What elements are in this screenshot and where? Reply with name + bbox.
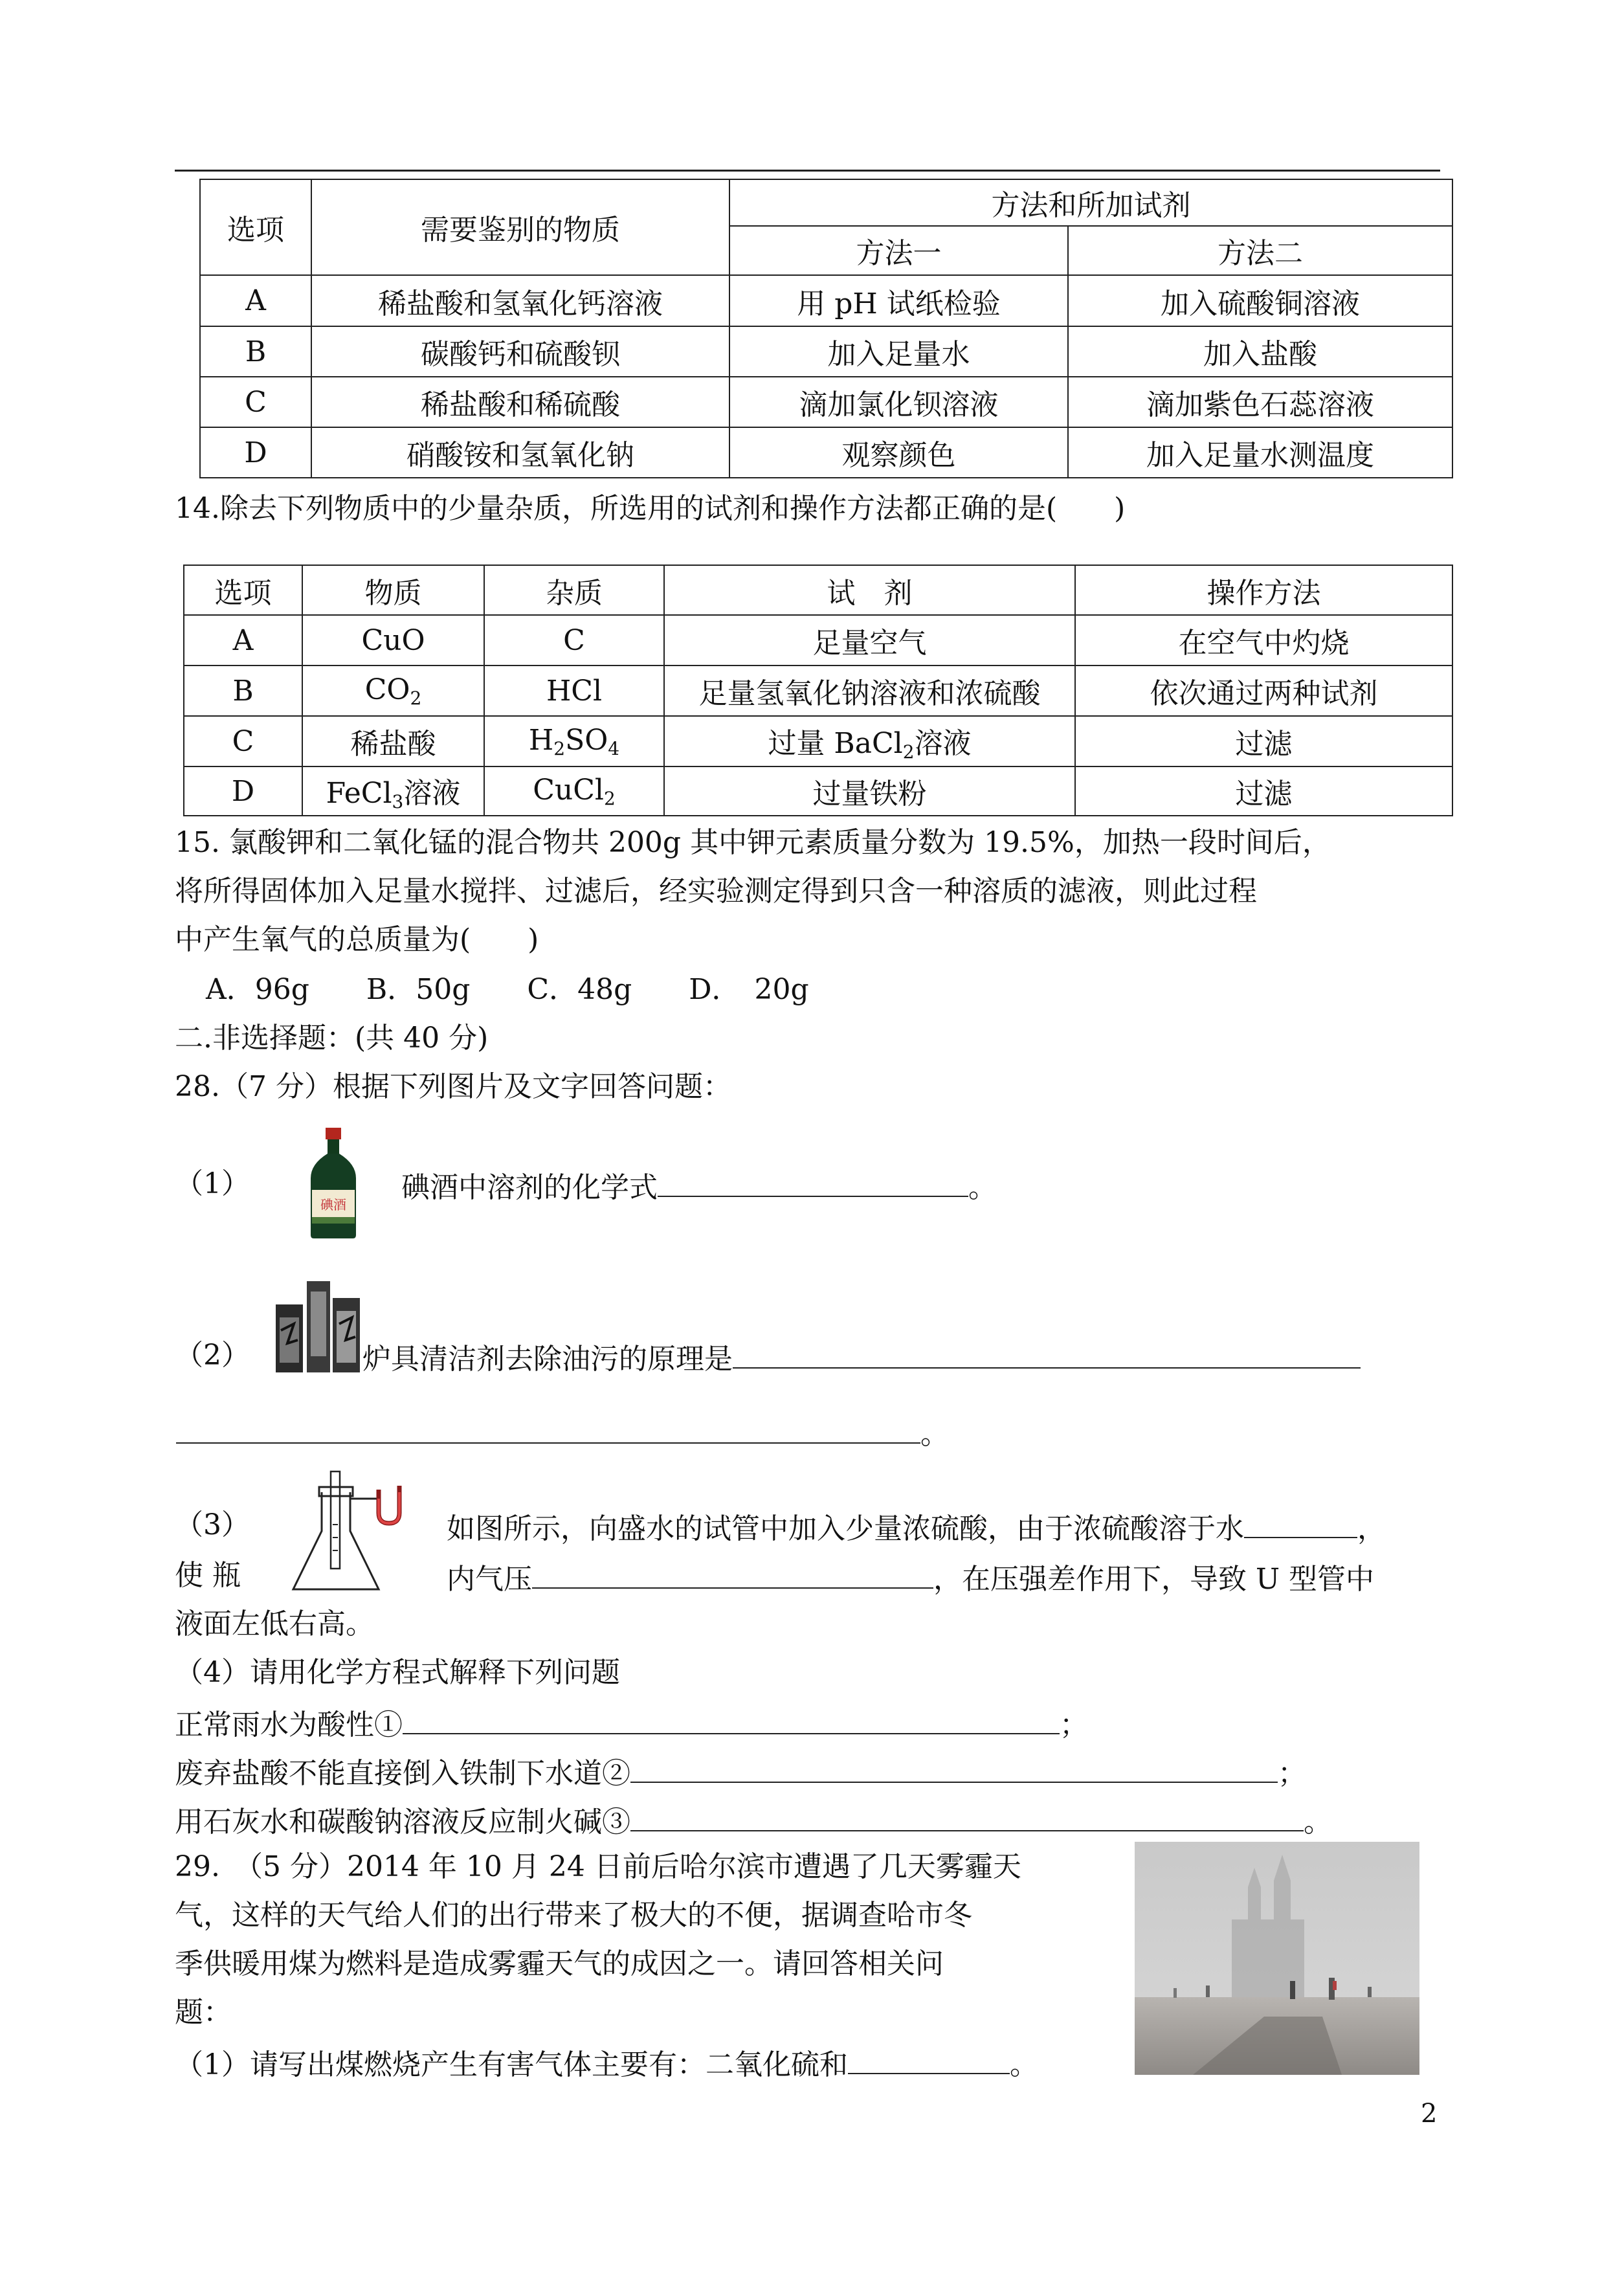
cell-material: CuO (302, 615, 484, 666)
cell-substance: 稀盐酸和氢氧化钙溶液 (311, 275, 729, 326)
cell-option: D (200, 427, 311, 478)
cell-impurity: C (484, 615, 664, 666)
cell-operation: 过滤 (1075, 766, 1452, 816)
q15-line1: 15. 氯酸钾和二氧化锰的混合物共 200g 其中钾元素质量分数为 19.5%，加热一段时间后， (175, 826, 1331, 859)
q28-part3-line1 (447, 1511, 1386, 1543)
cell-reagent: 过量铁粉 (664, 766, 1075, 816)
cell-option: A (184, 615, 302, 666)
cell-option: A (200, 275, 311, 326)
cell-reagent (664, 716, 1075, 766)
table-row (200, 275, 1452, 326)
table-row (200, 377, 1452, 427)
formula-text: FeCl (326, 777, 392, 810)
q29-part1-end: 。 (1010, 2048, 1038, 2081)
q29-line2: 气，这样的天气给人们的出行带来了极大的不便，据调查哈市冬 (175, 1899, 972, 1932)
q28-part4-prompt: 用石灰水和碳酸钠溶液反应制火碱③ (175, 1806, 630, 1839)
q28-part1-end: 。 (968, 1171, 997, 1204)
formula-text: CuCl (533, 773, 604, 807)
q28-part1-text (401, 1170, 997, 1202)
q28-part2-text (362, 1341, 1361, 1374)
cell-material (302, 766, 484, 816)
formula-subscript: 2 (603, 787, 616, 809)
cell-option: D (184, 766, 302, 816)
smog-photo (1135, 1842, 1419, 2075)
q28-part4-prompt: 废弃盐酸不能直接倒入铁制下水道② (175, 1757, 630, 1790)
formula-subscript: 4 (608, 737, 620, 759)
formula-subscript: 2 (553, 737, 566, 759)
cell-method1: 观察颜色 (729, 427, 1068, 478)
q28-part3-comma: ， (1357, 1512, 1386, 1545)
cell-option: B (200, 326, 311, 377)
stove-cleaner-image (274, 1279, 362, 1376)
formula-text: 溶液 (403, 777, 461, 810)
formula-text: CO (364, 673, 410, 706)
page-number: 2 (1421, 2099, 1438, 2129)
cell-option: C (200, 377, 311, 427)
header-methods: 方法和所加试剂 (729, 179, 1452, 226)
q29-line4: 题： (175, 1996, 232, 2029)
q28-title: 28.（7 分）根据下列图片及文字回答问题： (175, 1070, 731, 1103)
q28-part4-end: ； (1060, 1708, 1088, 1741)
cell-reagent: 足量氢氧化钠溶液和浓硫酸 (664, 666, 1075, 716)
q28-part2-label: （2） (175, 1339, 250, 1372)
cell-substance: 碳酸钙和硫酸钡 (311, 326, 729, 377)
q15-options: A．96g B．50g C．48g D． 20g (206, 973, 809, 1006)
header-substance: 需要鉴别的物质 (311, 179, 729, 275)
header-rule (175, 170, 1440, 172)
q15-line3: 中产生氧气的总质量为( ) (175, 923, 539, 956)
table-row (184, 615, 1452, 666)
q15-line2: 将所得固体加入足量水搅拌、过滤后，经实验测定得到只含一种溶质的滤液，则此过程 (175, 875, 1257, 908)
q28-part4-item2 (175, 1756, 1306, 1788)
cell-material: 稀盐酸 (302, 716, 484, 766)
header-material: 物质 (302, 565, 484, 615)
cell-option: B (184, 666, 302, 716)
cell-method2: 加入硫酸铜溶液 (1068, 275, 1452, 326)
answer-blank[interactable] (532, 1561, 933, 1589)
formula-subscript: 3 (392, 791, 404, 812)
answer-blank[interactable] (403, 1707, 1060, 1734)
cell-operation: 过滤 (1075, 716, 1452, 766)
table-row (200, 427, 1452, 478)
cell-operation: 在空气中灼烧 (1075, 615, 1452, 666)
q28-part3-prompt: 如图所示，向盛水的试管中加入少量浓硫酸，由于浓硫酸溶于水 (447, 1512, 1244, 1545)
table-row (184, 766, 1452, 816)
answer-blank[interactable] (630, 1756, 1278, 1783)
cell-impurity (484, 716, 664, 766)
cell-substance: 稀盐酸和稀硫酸 (311, 377, 729, 427)
q29-line1: 29. （5 分）2014 年 10 月 24 日前后哈尔滨市遭遇了几天雾霾天 (175, 1850, 1021, 1883)
table-q13 (199, 179, 1453, 478)
section-heading: 二.非选择题：(共 40 分) (175, 1022, 489, 1055)
formula-text: 过量 BaCl (768, 727, 903, 760)
cell-method1: 用 pH 试纸检验 (729, 275, 1068, 326)
q28-part4-prompt: 正常雨水为酸性① (175, 1708, 403, 1741)
flask-u-tube-diagram (288, 1466, 424, 1596)
formula-text: H (528, 723, 554, 757)
cell-impurity (484, 766, 664, 816)
formula-subscript: 2 (902, 741, 915, 763)
q28-part2-end: 。 (920, 1418, 949, 1451)
header-reagent: 试 剂 (664, 565, 1075, 615)
cell-operation: 依次通过两种试剂 (1075, 666, 1452, 716)
q28-part4-end: 。 (1304, 1806, 1332, 1839)
bottle-label-text: 碘酒 (320, 1197, 346, 1213)
q28-part3-shi: 使 瓶 (175, 1559, 241, 1592)
cell-method1: 滴加氯化钡溶液 (729, 377, 1068, 427)
formula-subscript: 2 (410, 687, 422, 709)
q28-part4-item3 (175, 1804, 1332, 1837)
q29-line3: 季供暖用煤为燃料是造成雾霾天气的成因之一。请回答相关问 (175, 1947, 944, 1980)
q29-part1-prompt: （1）请写出煤燃烧产生有害气体主要有：二氧化硫和 (175, 2048, 848, 2081)
cell-impurity: HCl (484, 666, 664, 716)
q28-part2-prompt: 炉具清洁剂去除油污的原理是 (362, 1343, 733, 1376)
answer-blank[interactable] (848, 2047, 1010, 2074)
header-method1: 方法一 (729, 226, 1068, 275)
header-method2: 方法二 (1068, 226, 1452, 275)
header-operation: 操作方法 (1075, 565, 1452, 615)
q29-part1 (175, 2047, 1038, 2079)
cell-method2: 加入盐酸 (1068, 326, 1452, 377)
cell-substance: 硝酸铵和氢氧化钠 (311, 427, 729, 478)
q28-part1-prompt: 碘酒中溶剂的化学式 (401, 1171, 658, 1204)
header-impurity: 杂质 (484, 565, 664, 615)
q28-part3-line2 (447, 1561, 1374, 1594)
q28-part3-prompt: 内气压 (447, 1563, 532, 1596)
cell-method2: 加入足量水测温度 (1068, 427, 1452, 478)
answer-blank[interactable] (1244, 1511, 1357, 1538)
q28-part3-prompt: ，在压强差作用下，导致 U 型管中 (933, 1563, 1375, 1596)
cell-method1: 加入足量水 (729, 326, 1068, 377)
q14-stem: 14.除去下列物质中的少量杂质，所选用的试剂和操作方法都正确的是( ) (175, 492, 1126, 525)
header-option: 选项 (200, 179, 311, 275)
header-option: 选项 (184, 565, 302, 615)
table-row (200, 326, 1452, 377)
cell-material (302, 666, 484, 716)
q28-part4-item1 (175, 1707, 1088, 1739)
table-row (184, 666, 1452, 716)
answer-blank[interactable] (733, 1341, 1361, 1369)
cell-option: C (184, 716, 302, 766)
table-q14 (183, 565, 1453, 816)
answer-blank[interactable] (176, 1416, 920, 1444)
cell-method2: 滴加紫色石蕊溶液 (1068, 377, 1452, 427)
answer-blank[interactable] (658, 1170, 968, 1197)
formula-text: 溶液 (914, 727, 972, 760)
formula-text: SO (565, 723, 608, 757)
q28-part4-end: ； (1278, 1757, 1306, 1790)
q28-part4-heading: （4）请用化学方程式解释下列问题 (175, 1656, 620, 1689)
iodine-bottle-image (304, 1126, 362, 1240)
q28-part1-label: （1） (175, 1167, 250, 1200)
q28-part2-continuation (176, 1416, 949, 1449)
q28-part3-label: （3） (175, 1508, 250, 1541)
q28-part3-line3: 液面左低右高。 (175, 1607, 374, 1640)
answer-blank[interactable] (630, 1804, 1304, 1831)
table-row (184, 716, 1452, 766)
cell-reagent: 足量空气 (664, 615, 1075, 666)
